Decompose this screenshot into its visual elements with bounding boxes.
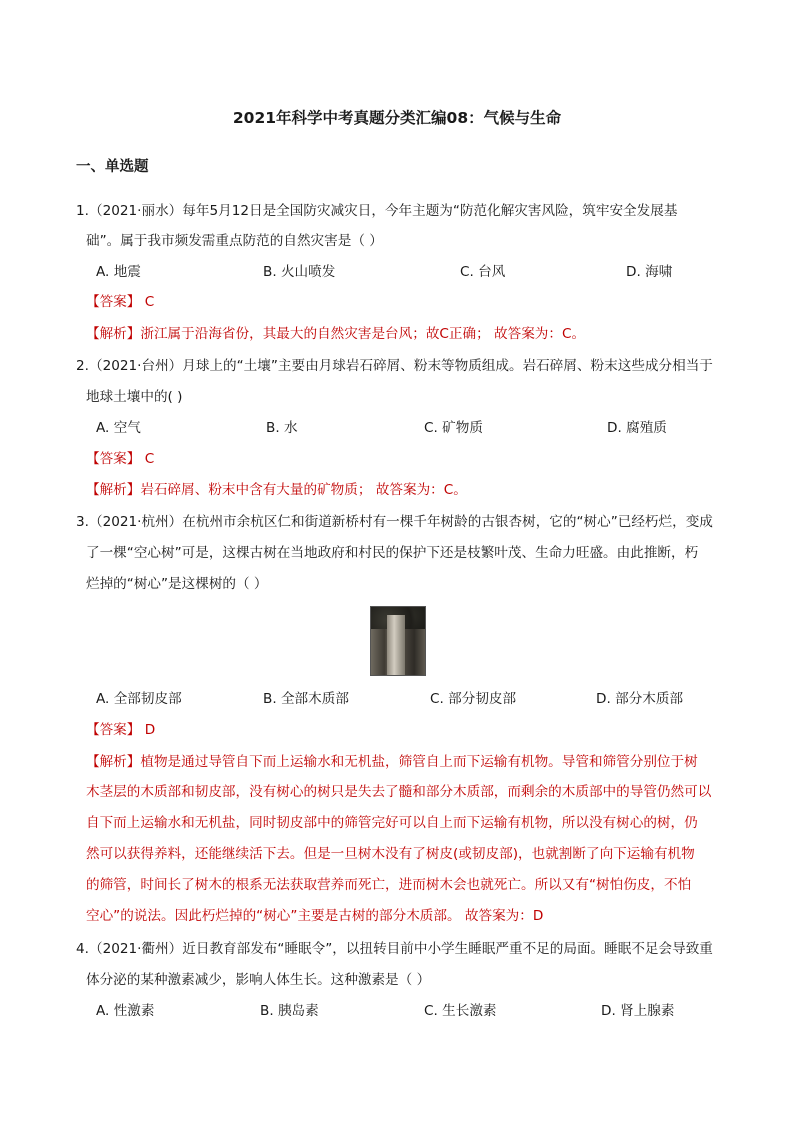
q1-stem-line1: 1.（2021·丽水）每年5月12日是全国防灾减灾日，今年主题为“防范化解灾害风险，筑牢安全发展基 [76,203,678,219]
q3-stem-line1: 3.（2021·杭州）在杭州市余杭区仁和街道新桥村有一棵千年树龄的古银杏树，它的“树心”已经朽烂，变成 [76,514,713,530]
q4-option-d: D. 肾上腺素 [601,1003,675,1019]
q2-stem-line2: 地球土壤中的( ) [86,389,183,405]
q3-stem-line2: 了一棵“空心树”可是，这棵古树在当地政府和村民的保护下还是枝繁叶茂、生命力旺盛。由此推断，朽 [86,545,699,561]
section-heading: 一、单选题 [76,159,149,175]
q2-option-d: D. 腐殖质 [607,420,667,436]
q3-analysis-line3: 自下而上运输水和无机盐，同时韧皮部中的筛管完好可以自上而下运输有机物，所以没有树心的树，仍 [86,815,698,831]
q2-option-c: C. 矿物质 [424,420,483,436]
q4-stem-line1: 4.（2021·衢州）近日教育部发布“睡眠令”，以扭转目前中小学生睡眠严重不足的局面。睡眠不足会导致重 [76,941,713,957]
q3-analysis-line6: 空心”的说法。因此朽烂掉的“树心”主要是古树的部分木质部。 故答案为：D [86,908,544,924]
q3-analysis-line2: 木茎层的木质部和韧皮部，没有树心的树只是失去了髓和部分木质部，而剩余的木质部中的导管仍然可以 [86,784,712,800]
q3-analysis-line1: 【解析】植物是通过导管自下而上运输水和无机盐，筛管自上而下运输有机物。导管和筛管分别位于树 [86,754,698,770]
q1-option-d: D. 海啸 [626,264,673,280]
q1-option-b: B. 火山喷发 [263,264,336,280]
q3-analysis-line4: 然可以获得养料，还能继续活下去。但是一旦树木没有了树皮(或韧皮部)，也就割断了向下运输有机物 [86,846,695,862]
q4-option-a: A. 性激素 [96,1003,155,1019]
q1-stem-line2: 础”。属于我市频发需重点防范的自然灾害是（ ） [86,233,383,249]
q2-stem-line1: 2.（2021·台州）月球上的“土壤”主要由月球岩石碎屑、粉末等物质组成。岩石碎屑、粉末这些成分相当于 [76,358,713,374]
q2-option-a: A. 空气 [96,420,141,436]
q3-option-a: A. 全部韧皮部 [96,691,182,707]
q4-option-b: B. 胰岛素 [260,1003,319,1019]
q2-answer: 【答案】 C [86,451,155,467]
q1-option-c: C. 台风 [460,264,506,280]
q2-option-b: B. 水 [266,420,298,436]
q4-stem-line2: 体分泌的某种激素减少，影响人体生长。这种激素是（ ） [86,972,431,988]
q3-answer: 【答案】 D [86,722,156,738]
q1-answer: 【答案】 C [86,294,155,310]
q3-option-d: D. 部分木质部 [596,691,684,707]
q1-option-a: A. 地震 [96,264,141,280]
q2-analysis: 【解析】岩石碎屑、粉末中含有大量的矿物质； 故答案为：C。 [86,482,467,498]
q3-option-b: B. 全部木质部 [263,691,349,707]
q3-stem-line3: 烂掉的“树心”是这棵树的（ ） [86,576,268,592]
ginkgo-tree-photo [370,606,426,676]
document-title: 2021年科学中考真题分类汇编08：气候与生命 [232,109,562,127]
q1-analysis: 【解析】浙江属于沿海省份，其最大的自然灾害是台风；故C正确； 故答案为：C。 [86,326,586,342]
q3-analysis-line5: 的筛管，时间长了树木的根系无法获取营养而死亡，进而树木会也就死亡。所以又有“树怕伤皮，不怕 [86,877,692,893]
q4-option-c: C. 生长激素 [424,1003,497,1019]
q3-option-c: C. 部分韧皮部 [430,691,517,707]
